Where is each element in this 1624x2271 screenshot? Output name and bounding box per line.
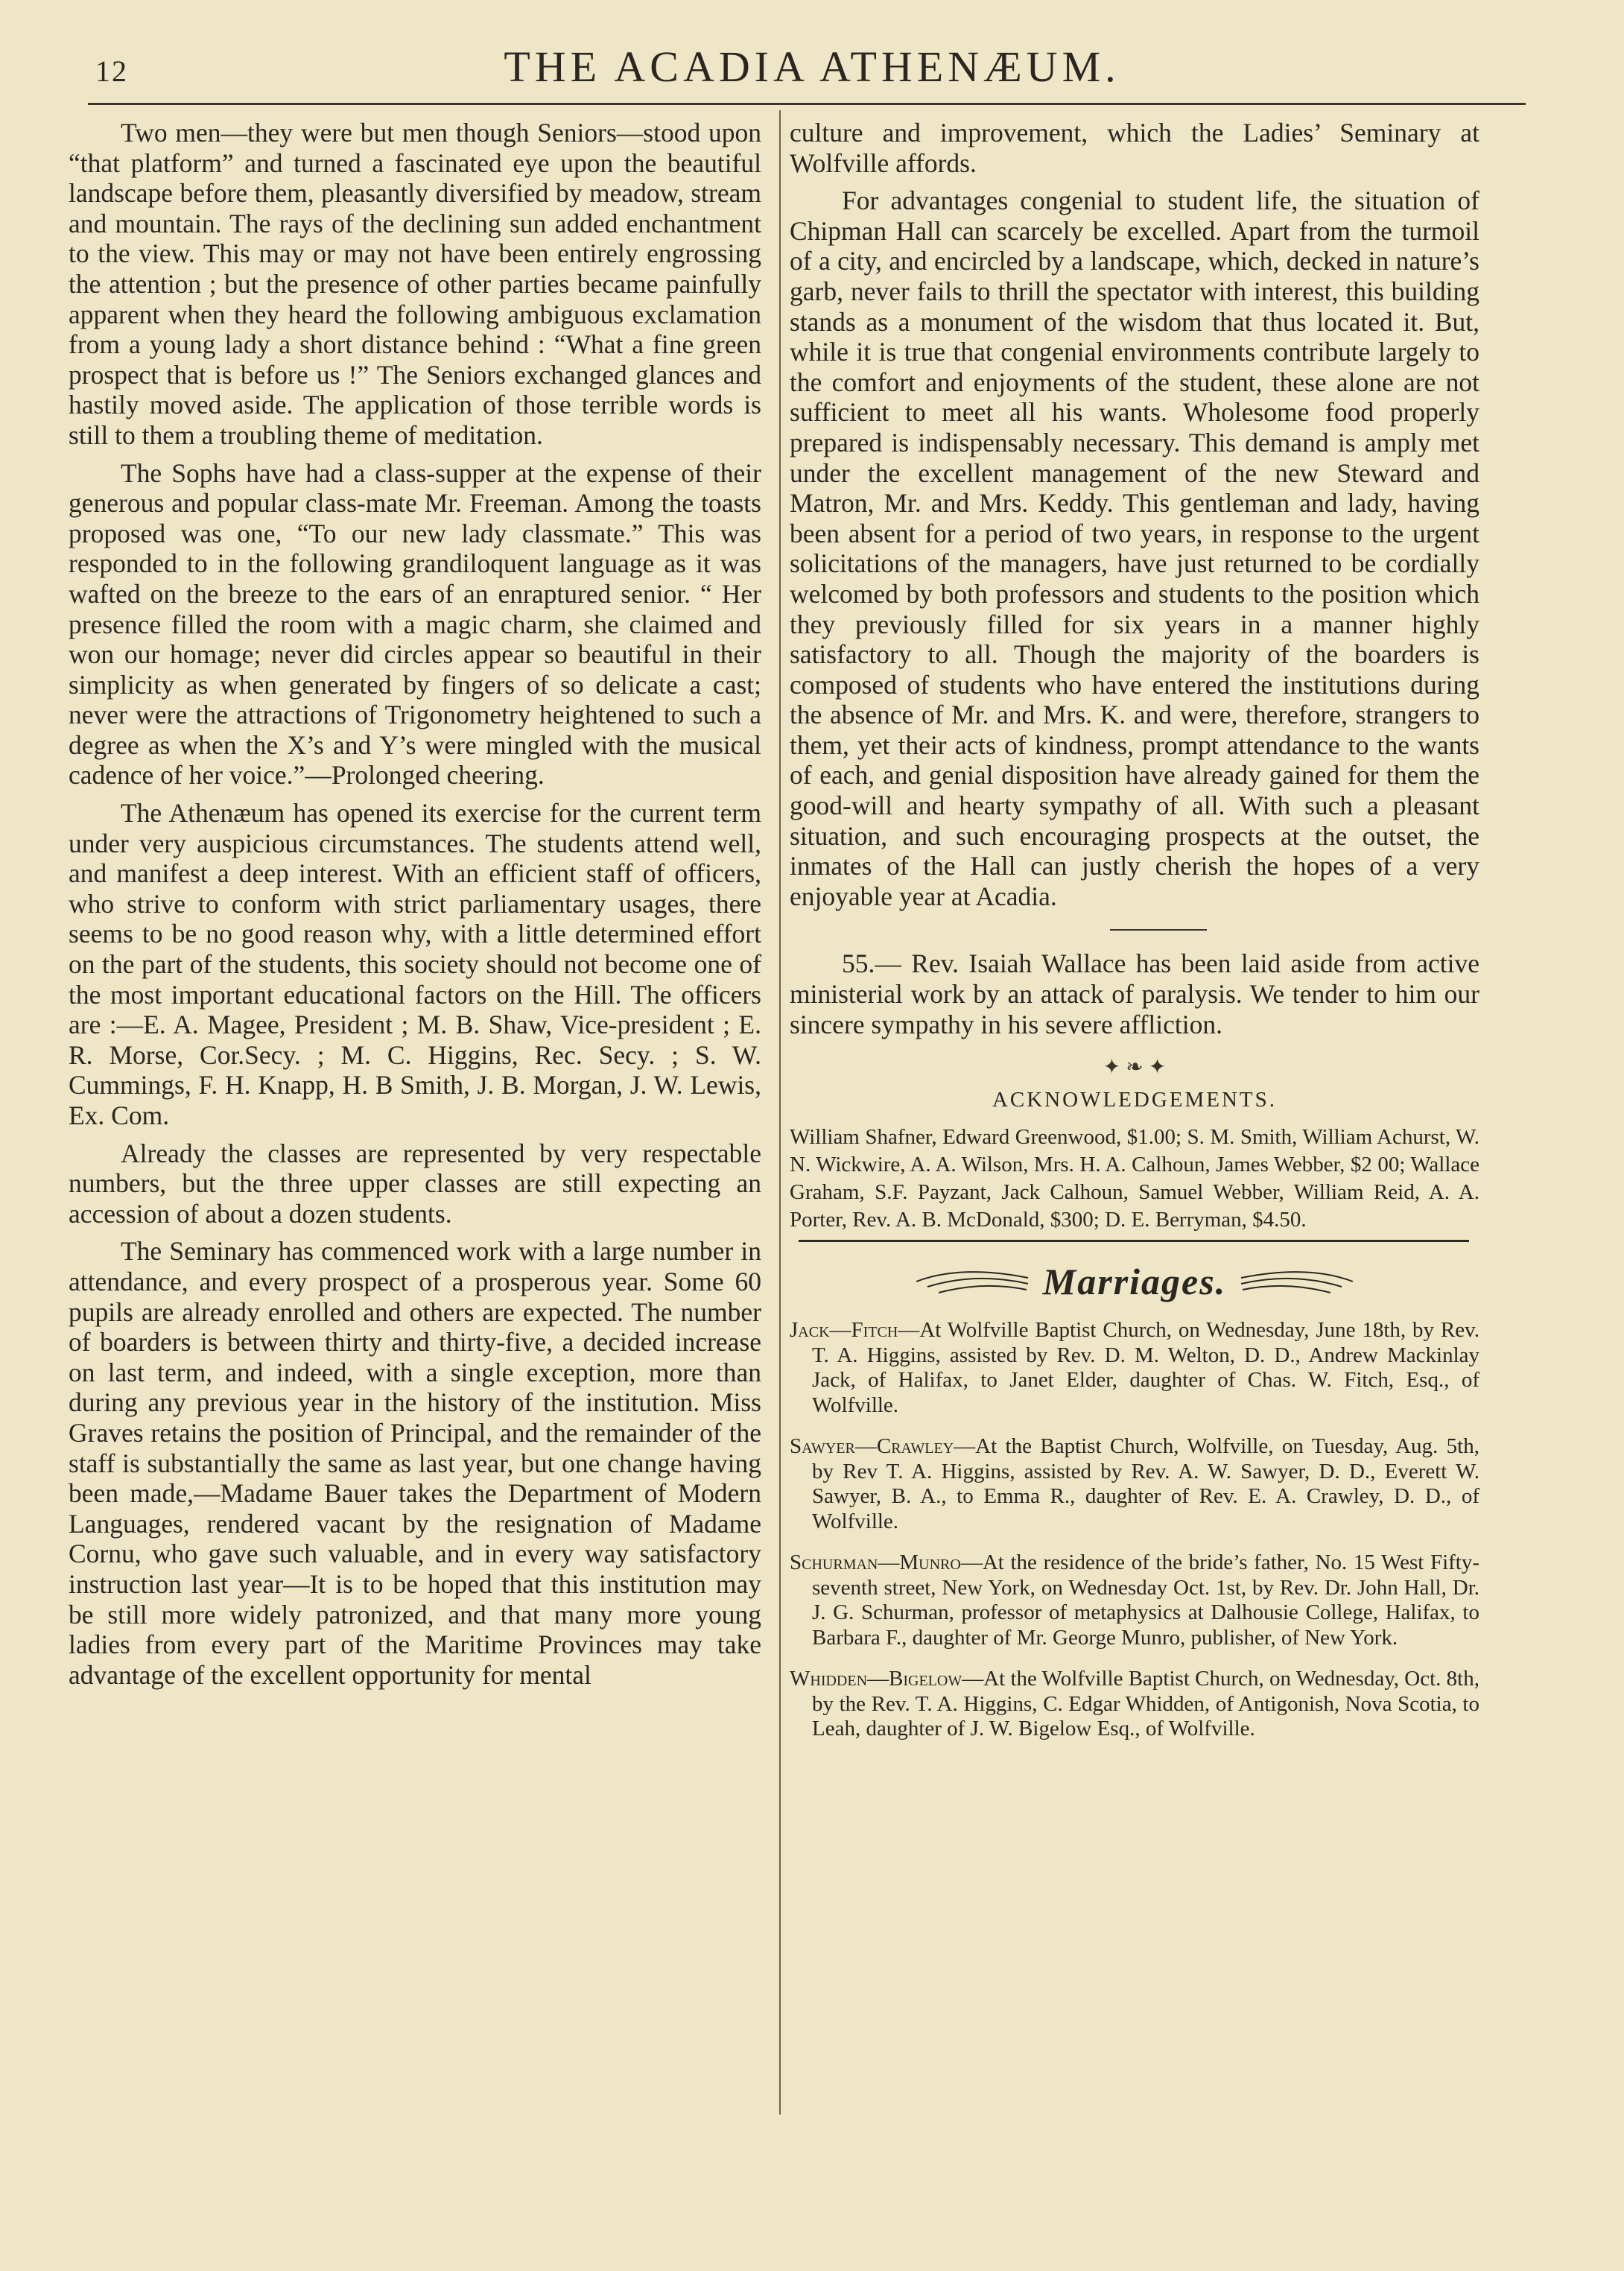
marriage-entry: [790, 1667, 1479, 1742]
marriage-names: Jack—Fitch—: [790, 1318, 920, 1343]
article-seminary-continued: culture and improvement, which the Ladies’ Seminary at Wolfville affords.: [790, 118, 1479, 178]
page-number: 12: [95, 54, 128, 88]
marriage-text: At the Wolfville Baptist Church, on Wednesday, Oct. 8th, by the Rev. T. A. Higgins, C. Edgar Whidden, of Antigonish, Nova Scotia, to Leah, daughter of J. W. Bigelow Esq., of Wolfville.: [812, 1667, 1479, 1741]
article-sophs-supper: The Sophs have had a class-supper at the expense of their generous and popular class-mate Mr. Freeman. Among the toasts proposed was one, “To our new lady classmate.” This was responded to in the following grandiloquent language as it was wafted on the breeze to the ears of an enraptured senior. “ Her presence filled the room with a magic charm, she claimed and won our homage; never did circles appear so beautiful in their simplicity as when generated by fingers of so delicate a cast; never were the attractions of Trigonometry heightened to such a degree as when the X’s and Y’s were mingled with the musical cadence of her voice.”—Prolonged cheering.: [69, 457, 761, 791]
article-wallace: 55.— Rev. Isaiah Wallace has been laid aside from active ministerial work by an attack of paralysis. We tender to him our sincere sympathy in his severe affliction.: [790, 948, 1479, 1039]
article-seminary: The Seminary has commenced work with a large number in attendance, and every prospect of a prosperous year. Some 60 pupils are already enrolled and others are expected. The number of boarders is between thirty and thirty-five, a decided increase on last term, and indeed, with a single exception, more than during any previous year in the history of the institution. Miss Graves retains the position of Principal, and the remainder of the staff is substantially the same as last year, but one change having been made,—Madame Bauer takes the Department of Modern Languages, rendered vacant by the resignation of Madame Cornu, who gave such valuable, and in every way satisfactory instruction last year—It is to be hoped that this institution may be still more widely patronized, and that many more young ladies from every part of the Maritime Provinces may take advantage of the excellent opportunity for mental: [69, 1236, 761, 1690]
right-column: [790, 118, 1479, 1758]
left-column: [69, 118, 761, 1697]
article-chipman-hall: For advantages congenial to student life, the situation of Chipman Hall can scarcely be excelled. Apart from the turmoil of a city, and encircled by a landscape, which, decked in nature’s garb, never fails to thrill the spectator with interest, this building stands as a monument of the wisdom that thus located it. But, while it is true that congenial environments contribute largely to the comfort and enjoyments of the student, these alone are not sufficient to meet all his wants. Wholesome food properly prepared is indispensably necessary. This demand is amply met under the excellent management of the new Steward and Matron, Mr. and Mrs. Keddy. This gentleman and lady, having been absent for a period of two years, in response to the urgent solicitations of the managers, have just returned to be cordially welcomed by both professors and students to the position which they previously filled for six years in a manner highly satisfactory to all. Though the majority of the boarders is composed of students who have entered the institutions during the absence of Mr. and Mrs. K. and were, therefore, strangers to them, yet their acts of kindness, prompt attendance to the wants of each, and genial disposition have already gained for them the good-will and hearty sympathy of all. With such a pleasant situation, and such encouraging prospects at the outset, the inmates of the Hall can justly cherish the hopes of a very enjoyable year at Acadia.: [790, 186, 1479, 911]
marriage-text: At the Baptist Church, Wolfville, on Tuesday, Aug. 5th, by Rev T. A. Higgins, assisted by Rev. A. W. Sawyer, D. D., Everett W. Sawyer, B. A., to Emma R., daughter of Rev. E. A. Crawley, D. D., of Wolfville.: [812, 1434, 1479, 1533]
marriage-names: Whidden—Bigelow—: [790, 1667, 984, 1691]
acknowledgements-rule: [799, 1240, 1469, 1242]
marriage-text: At Wolfville Baptist Church, on Wednesday, June 18th, by Rev. T. A. Higgins, assisted by Rev. D. M. Welton, D. D., Andrew Mackinlay Jack, of Halifax, to Janet Elder, daughter of Chas. W. Fitch, Esq., of Wolfville.: [812, 1318, 1479, 1417]
marriages-banner: [790, 1255, 1479, 1308]
ornament-divider-icon: ✦ ❧ ✦: [1103, 1056, 1167, 1080]
marriage-entry: [790, 1434, 1479, 1534]
marriage-entry: [790, 1551, 1479, 1650]
marriage-entry: [790, 1318, 1479, 1418]
header-rule: [88, 103, 1526, 105]
marriage-names: Schurman—Munro—: [790, 1551, 983, 1575]
article-classes: Already the classes are represented by very respectable numbers, but the three upper classes are still expecting an accession of about a dozen students.: [69, 1138, 761, 1229]
article-seniors-platform: Two men—they were but men though Seniors—stood upon “that platform” and turned a fascinated eye upon the beautiful landscape before them, pleasantly diversified by meadow, stream and mountain. The rays of the declining sun added enchantment to the view. This may or may not have been entirely engrossing the attention ; but the presence of other parties became painfully apparent when they heard the following ambiguous exclamation from a young lady a short distance behind : “What a fine green prospect that is before us !” The Seniors exchanged glances and hastily moved aside. The application of those terrible words is still to them a troubling theme of meditation.: [69, 118, 761, 450]
marriage-text: At the residence of the bride’s father, No. 15 West Fifty-seventh street, New York, on Wednesday Oct. 1st, by Rev. Dr. John Hall, Dr. J. G. Schurman, professor of metaphysics at Dalhousie College, Halifax, to Barbara F., daughter of Mr. George Munro, publisher, of New York.: [812, 1551, 1479, 1650]
marriage-names: Sawyer—Crawley—: [790, 1434, 976, 1459]
marriages-title: Marriages.: [1042, 1261, 1227, 1303]
article-athenaeum: The Athenæum has opened its exercise for the current term under very auspicious circumstances. The students attend well, and manifest a deep interest. With an efficient staff of officers, who strive to conform with strict parliamentary usages, there seems to be no good reason why, with a little determined effort on the part of the students, this society should not become one of the most important educational factors on the Hill. The officers are :—E. A. Magee, President ; M. B. Shaw, Vice-president ; E. R. Morse, Cor.Secy. ; M. C. Higgins, Rec. Secy. ; S. W. Cummings, F. H. Knapp, H. B Smith, J. B. Morgan, J. W. Lewis, Ex. Com.: [69, 798, 761, 1130]
masthead-title: THE ACADIA ATHENÆUM.: [504, 42, 1120, 91]
column-divider: [779, 110, 781, 2115]
acknowledgements-body: William Shafner, Edward Greenwood, $1.00; S. M. Smith, William Achurst, W. N. Wickwire, A. A. Wilson, Mrs. H. A. Calhoun, James Webber, $2 00; Wallace Graham, S.F. Payzant, Jack Calhoun, Samuel Webber, William Reid, A. A. Porter, Rev. A. B. McDonald, $300; D. E. Berryman, $4.50.: [790, 1125, 1479, 1232]
section-rule: [1110, 929, 1207, 931]
acknowledgements-heading: ACKNOWLEDGEMENTS.: [992, 1087, 1278, 1112]
